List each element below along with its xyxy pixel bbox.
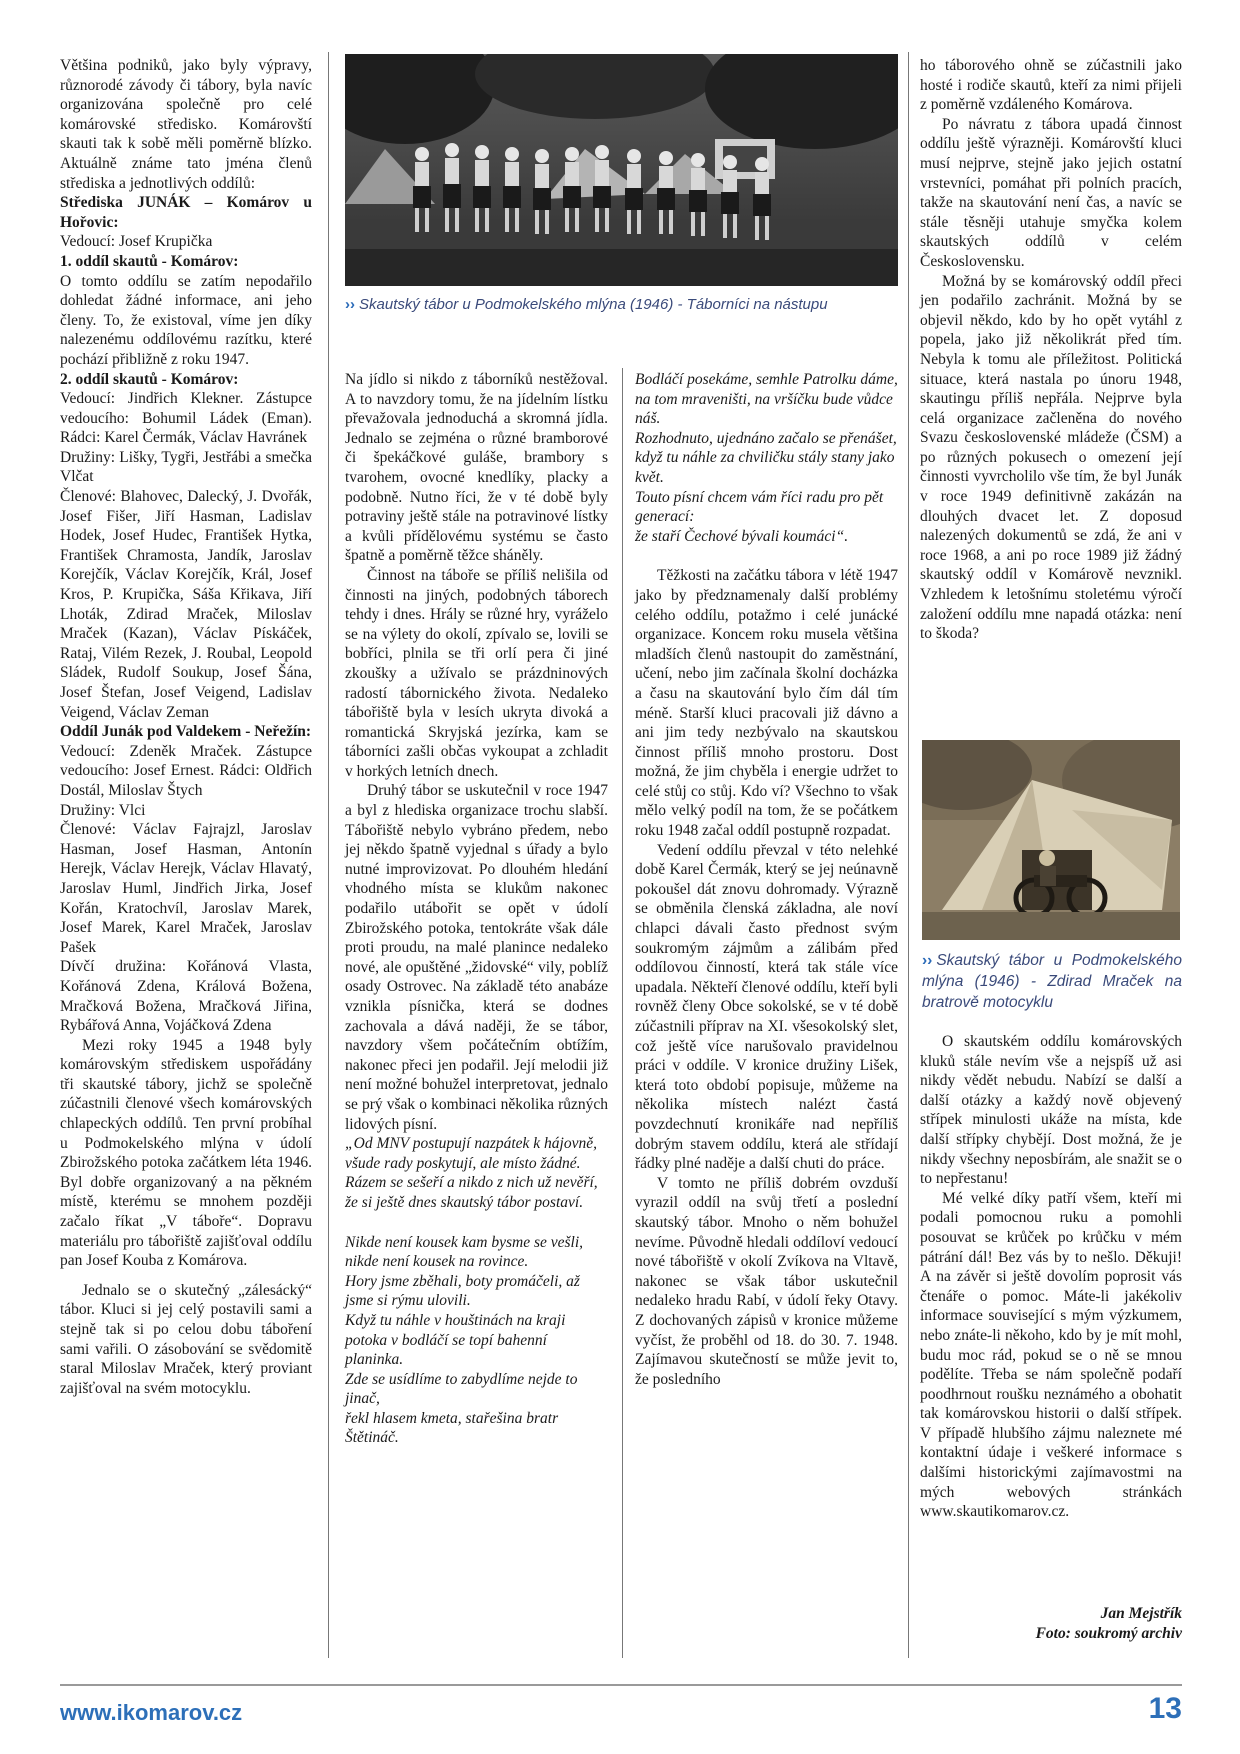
column-4-top — [920, 56, 1182, 644]
paragraph: když tu náhle za chviličku stály stany jako květ. — [635, 449, 895, 486]
paragraph — [345, 1213, 608, 1233]
page-number: 13 — [1148, 1692, 1182, 1725]
paragraph: Na jídlo si nikdo z táborníků nestěžoval. A to navzdory tomu, že na jídelním lístku převažovala jednoduchá a skromná jídla. Jednalo se zejména o různé bramborové či špekáčkové guláše, brambory s tvarohem, ovocné knedlíky, placky a podobně. Nutno říci, že v té době byly potraviny ještě stále na potravinové lístky a kvůli přídělovému systému se často špatně a poměrně těžce sháněly. — [345, 371, 608, 565]
paragraph: Vedení oddílu převzal v této nelehké době Karel Čermák, který se jej neúnavně pokoušel dát znovu dohromady. Výrazně se obměnila členská základna, ale noví chlapci dávali často přednost svým soukromým zájmům a zálibám před oddílovou činností, která tak stále více upadala. Někteří členové oddílu, kteří byli rovněž členy Obce sokolské, se v té době zúčastnili příprav na XI. všesokolský slet, což ještě více narušovalo pravidelnou práci v oddíle. V kronice družiny Lišek, která toto období popisuje, můžeme na několika místech nalézt častá povzdechnutí kronikáře nad nepříliš dobrým stavem oddílu, která ale střídají řádky plné naděje a další chuti do práce. — [635, 841, 898, 1173]
paragraph: na tom mraveništi, na vršíčku bude vůdce náš. — [635, 390, 893, 428]
paragraph: Když tu náhle v houštinách na kraji potoka v bodláčí se topí bahenní planinka. — [345, 1311, 566, 1369]
paragraph: že si ještě dnes skautský tábor postaví. — [345, 1193, 584, 1211]
author-name: Jan Mejstřík — [1100, 1605, 1182, 1622]
photo-scouts-lineup — [345, 54, 898, 286]
column-divider — [622, 368, 623, 1658]
paragraph: Oddíl Junák pod Valdekem - Neřežín: — [60, 723, 312, 741]
footer-rule — [60, 1684, 1182, 1686]
paragraph: 1. oddíl skautů - Komárov: — [60, 252, 239, 270]
paragraph: Družiny: Lišky, Tygři, Jestřábi a smečka Vlčat — [60, 448, 312, 486]
photo-caption-2 — [922, 950, 1182, 1013]
byline — [920, 1604, 1182, 1644]
column-divider — [908, 52, 909, 1658]
caption-2-text: Skautský tábor u Podmokelského mlýna (1946) - Zdirad Mraček na bratrově motocyklu — [922, 952, 1182, 1011]
paragraph: Nikde není kousek kam bysme se vešli, nikde není kousek na rovince. — [345, 1233, 584, 1271]
paragraph: řekl hlasem kmeta, stařešina bratr Štětináč. — [345, 1409, 559, 1447]
paragraph: V tomto ne příliš dobrém ovzduší vyrazil oddíl na svůj třetí a poslední skautský tábor. Mnoho o něm bohužel nevíme. Původně hledali oddíloví vedoucí nové tábořiště v okolí Zvíkova na Vltavě, nakonec se však tábor uskutečnil nedaleko hradu Rabí, v údolí řeky Otavy. Z dochovaných zápisů v kronice můžeme vyčíst, že proběhl od 18. do 30. 7. 1948. Zajímavou skutečností se může jevit to, že posledního — [635, 1174, 898, 1388]
paragraph: Vedoucí: Jindřich Klekner. Zástupce vedoucího: Bohumil Ládek (Eman). Rádci: Karel Čermák, Václav Havránek — [60, 390, 312, 447]
paragraph: že staří Čechové bývali koumáci“. — [635, 527, 849, 545]
paragraph: Většina podniků, jako byly výpravy, různorodé závody či tábory, byla navíc organizována společně pro celé komárovské středisko. Komárovští skauti tak k sobě měli poměrně blízko. Aktuálně známe tato jména členů střediska a jednotlivých oddílů: — [60, 57, 312, 192]
photo-credit: Foto: soukromý archiv — [1035, 1625, 1182, 1642]
footer-url-link[interactable]: www.ikomarov.cz — [60, 1700, 243, 1725]
paragraph: 2. oddíl skautů - Komárov: — [60, 370, 239, 388]
paragraph: Činnost na táboře se příliš nelišila od činnosti na jiných, podobných táborech tehdy i dnes. Hrály se různé hry, vyráželo se na výlety do okolí, zpívalo se, lovili se bobříci, plnila se tři orlí pera či jiné zkoušky a užívalo se prázdninových radostí tábornického života. Nedaleko tábořiště byla v lesích ukryta divoká a romantická Skryjská jezírka, kam se táborníci zašli občas vykoupat a zchladit v horkých letních dnech. — [345, 566, 608, 780]
paragraph: Rázem se sešeří a nikdo z nich už nevěří, — [345, 1174, 598, 1192]
paragraph: Hory jsme zběhali, boty promáčeli, až jsme si rýmu ulovili. — [345, 1272, 580, 1310]
paragraph: všude rady poskytují, ale místo žádné. — [345, 1154, 581, 1172]
paragraph: Druhý tábor se uskutečnil v roce 1947 a byl z hlediska organizace trochu slabší. Tábořiště nebylo vybráno předem, nebo jej někdo špatně vyjednal s úřady a bylo nutné improvizovat. Po dlouhém hledání vhodného místa se klukům nakonec podařilo utábořit se opět v údolí Zbirožského potoka, tentokráte však dále proti proudu, na malé planince nedaleko nové, ale opuštěné „židovské“ vily, poblíž osady Ostrovec. Na základě této anabáze vznikla písnička, která se dodnes zachovala a dává naději, že se tábor, navzdory všem počátečním obtížím, nakonec přeci jen podařil. Její melodii již není možné bohužel interpretovat, jednalo se prý však o kombinaci několika různých lidových písní. — [345, 782, 608, 1133]
paragraph: Touto písní chcem vám říci radu pro pět generací: — [635, 488, 884, 526]
column-4-bottom — [920, 1032, 1182, 1522]
paragraph: O tomto oddílu se zatím nepodařilo dohledat žádné informace, ani jeho členy. To, že existoval, víme jen díky nalezenému oddílovému razítku, které pochází přibližně z roku 1947. — [60, 272, 312, 368]
paragraph: ho táborového ohně se zúčastnili jako hosté i rodiče skautů, kteří za nimi přijeli z poměrně vzdáleného Komárova. — [920, 57, 1182, 114]
paragraph: Zde se usídlíme to zabydlíme nejde to jinač, — [345, 1370, 578, 1408]
photo-tent-motorcycle — [922, 740, 1180, 940]
paragraph: Rozhodnuto, ujednáno začalo se přenášet, — [635, 429, 897, 447]
paragraph — [60, 1271, 312, 1281]
paragraph: Po návratu z tábora upadá činnost oddílu ještě výrazněji. Komárovští kluci musí nejprve, stejně jako jejich ostatní vrstevníci, pomáhat při polních pracích, takže na skautování není čas, a navíc se stále těsněji utahuje smyčka kolem skautských oddílů v celém Československu. — [920, 115, 1182, 270]
paragraph: Jednalo se o skutečný „zálesácký“ tábor. Kluci si jej celý postavili sami a stejně tak si po celou dobu táboření sami vařili. O zásobování se svědomitě staral Miloslav Mraček, který proviant zajišťoval na svém motocyklu. — [60, 1281, 312, 1397]
photo-caption-1 — [345, 295, 905, 315]
paragraph: Vedoucí: Zdeněk Mraček. Zástupce vedoucího: Josef Ernest. Rádci: Oldřich Dostál, Miloslav Štych — [60, 742, 312, 799]
paragraph: Dívčí družina: Kořánová Vlasta, Kořánová Zdena, Králová Božena, Mračková Božena, Mračková Jiřina, Rybářová Anna, Vojáčková Zdena — [60, 958, 312, 1035]
paragraph: „Od MNV postupují nazpátek k hájovně, — [345, 1135, 597, 1153]
caption-arrow-icon: ›› — [345, 296, 355, 313]
paragraph: Vedoucí: Josef Krupička — [60, 233, 213, 251]
column-2 — [345, 370, 608, 1448]
caption-2-arrow-icon: ›› — [922, 952, 933, 969]
column-3 — [635, 370, 898, 1389]
column-divider — [328, 52, 329, 1658]
paragraph: Bodláčí posekáme, semhle Patrolku dáme, — [635, 371, 898, 388]
paragraph — [635, 546, 898, 566]
paragraph: Členové: Václav Fajrajzl, Jaroslav Hasman, Josef Hasman, Antonín Herejk, Václav Herejk, Václav Hlavatý, Jaroslav Huml, Jindřich Jirka, Josef Kořán, Kratochvíl, Jaroslav Marek, Josef Marek, Karel Mraček, Jaroslav Pašek — [60, 821, 312, 956]
paragraph: O skautském oddílu komárovských kluků stále nevím vše a nejspíš už asi nikdy vědět nebudu. Nabízí se další a další otázky a každý nově objevený střípek minulosti ukáže na místa, kde další střípky chybějí. Dost možná, že je nikdy všechny neposbírám, ale snažit se o to nepřestanu! — [920, 1033, 1182, 1188]
caption-1-text: Skautský tábor u Podmokelského mlýna (1946) - Táborníci na nástupu — [359, 296, 828, 313]
paragraph: Členové: Blahovec, Dalecký, J. Dvořák, Josef Fišer, Jiří Hasman, Ladislav Hodek, Josef Hudec, František Hytka, František Chramosta, Jandík, Jaroslav Korejčík, Václav Korejčík, Král, Josef Kros, P. Krupička, Sáša Křikava, Jiří Lhoták, Zdirad Mraček, Miloslav Mraček (Kazan), Václav Pískáček, Rataj, Vilém Rezek, J. Roubal, Leopold Sládek, Rudolf Soukup, Josef Šána, Josef Štefan, Josef Veigend, Ladislav Veigend, Václav Zeman — [60, 488, 312, 721]
scout-lineup-photo-icon — [345, 54, 898, 286]
column-1 — [60, 56, 312, 1398]
tent-motorcycle-photo-icon — [922, 740, 1180, 940]
paragraph: Těžkosti na začátku tábora v létě 1947 jako by předznamenaly další problémy celého oddílu, potažmo i celé junácké organizace. Koncem roku musela většina mladších členů nastoupit do zaměstnání, učení, nebo jim začínala školní docházka a času na skautování bylo čím dál tím méně. Starší kluci pracovali již dávno a ani jim tedy nezbývalo na skautskou činnost příliš mnoho prostoru. Dost možná, že jim chyběla i energie udržet to celé stůj co stůj. Kdo ví? Všechno to však mělo velký podíl na tom, že se počátkem roku 1948 začal oddíl postupně rozpadat. — [635, 567, 898, 840]
paragraph: Střediska JUNÁK – Komárov u Hořovic: — [60, 194, 312, 231]
paragraph: Možná by se komárovský oddíl přeci jen podařilo zachránit. Možná by se objevil někdo, kdo by ho opět vytáhl z popela, jako již několikrát před tím. Nebyla k tomu ale příležitost. Politická situace, která nastala po únoru 1948, skautingu příliš nepřála. Nejprve byla celá organizace začleněna do nového Svazu československé mládeže (ČSM) a po různých pokusech o omezení její činnosti vyvrcholilo vše tím, že byl Junák v roce 1949 definitivně zakázán na dlouhých dvacet let. Z doposud nalezených dokumentů se zdá, že ani v roce 1968, a ani po roce 1989 již žádný skautský oddíl v Komárově nevznikl. Vzhledem k letošnímu stoletému výročí založení oddílu mne napadá otázka: není to škoda? — [920, 272, 1182, 643]
paragraph: Mé velké díky patří všem, kteří mi podali pomocnou ruku a pomohli posouvat se krůček po krůčku v mém pátrání dál! Bez vás by to nešlo. Děkuji! A na závěr si ještě dovolím poprosit vás čtenáře o pomoc. Máte-li jakékoliv informace související s mým výzkumem, nebo znáte-li někoho, kdo by je mít mohl, budu moc rád, pokud se o ně se mnou podělíte. Třeba se nám společně podaří poodhrnout roušku neznámého a obohatit tak komárovskou historii o další střípek. V případě hlubšího zájmu naleznete mé kontaktní údaje i veškeré informace s dalšími historickými zajímavostmi na mých webových stránkách www.skautikomarov.cz. — [920, 1189, 1182, 1521]
paragraph: Mezi roky 1945 a 1948 byly komárovským střediskem uspořádány tři skautské tábory, jichž se společně zúčastnili členové všech komárovských chlapeckých oddílů. Ten první probíhal u Podmokelského mlýna v údolí Zbirožského potoka začátkem léta 1946. Byl dobře organizovaný a na pěkném místě, kterému se mnohem později začalo říkat „V táboře“. Dopravu materiálu pro tábořiště zajišťoval oddílu pan Josef Kouba z Komárova. — [60, 1036, 312, 1270]
paragraph: Družiny: Vlci — [60, 801, 146, 819]
